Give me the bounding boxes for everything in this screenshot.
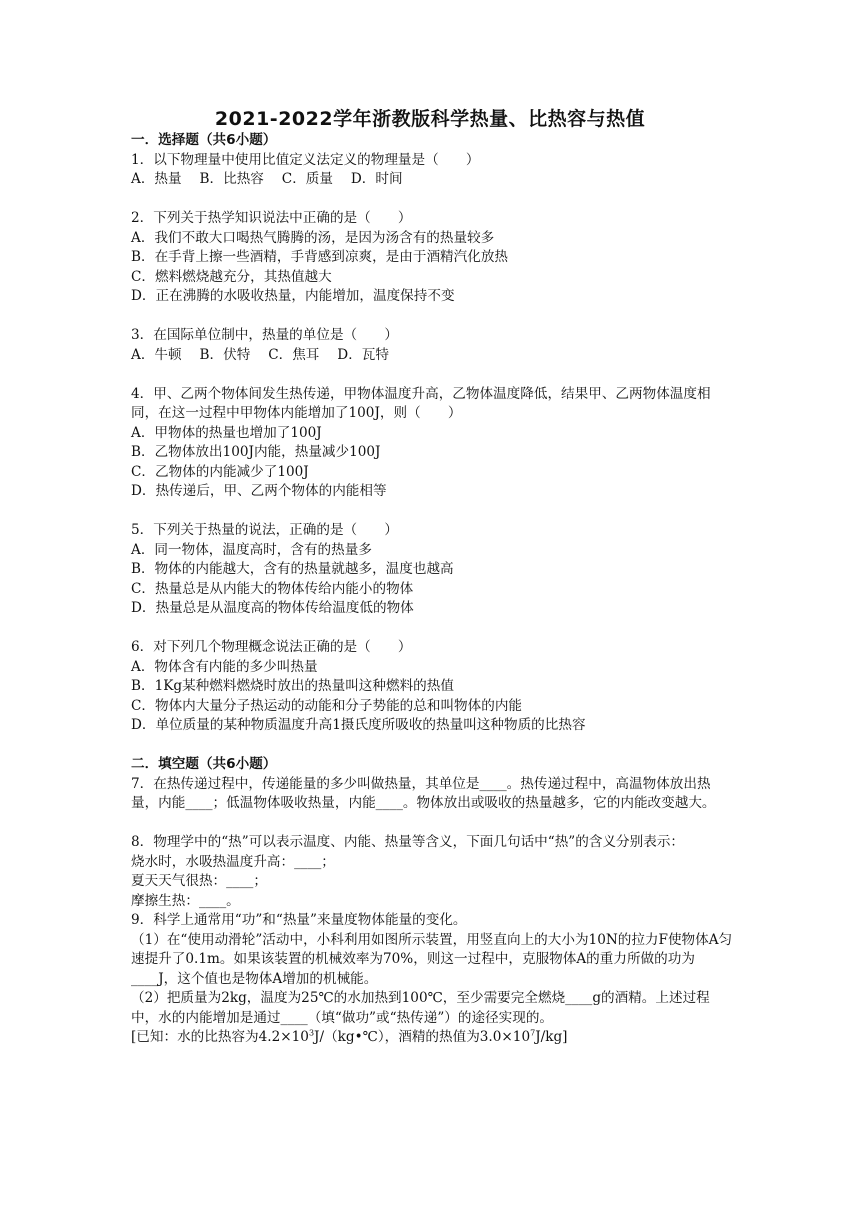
question-stem: 8．物理学中的“热”可以表示温度、内能、热量等含义，下面几句话中“热”的含义分别表示：: [131, 834, 685, 850]
question-stem: 1．以下物理量中使用比值定义法定义的物理量是（ ）: [131, 151, 480, 168]
option-c: C．乙物体的内能减少了100J: [131, 463, 309, 480]
question-8: [131, 833, 736, 911]
option-b: B．物体的内能越大，含有的热量就越多，温度也越高: [131, 561, 454, 577]
option-d: D．热传递后，甲、乙两个物体的内能相等: [131, 483, 387, 499]
option-d: D．单位质量的某种物质温度升高1摄氏度所吸收的热量叫这种物质的比热容: [131, 717, 586, 733]
option-a: A．甲物体的热量也增加了100J: [131, 424, 322, 441]
sub-question-1: （1）在“使用动滑轮”活动中，小科利用如图所示装置，用竖直向上的大小为10N的拉力F使物体A匀速提升了0.1m。如果该装置的机械效率为70%，则这一过程中，克服物体A的重力所做的功为____J，这个值也是物体A增加的机械能。: [131, 931, 733, 987]
blank-line-3: 摩擦生热：____。: [131, 892, 240, 909]
question-stem: 6．对下列几个物理概念说法正确的是（ ）: [131, 639, 412, 655]
section-heading-choice: 一．选择题（共6小题）: [131, 132, 277, 148]
option-a: A．物体含有内能的多少叫热量: [131, 658, 318, 675]
question-3: [131, 326, 736, 365]
known-conditions: [已知：水的比热容为$4.2\times 10^3J/(kg•℃)$，酒精的热值为$3.0\times 10^7J/kg$]: [131, 1028, 568, 1045]
option-a: A．同一物体，温度高时，含有的热量多: [131, 541, 372, 558]
question-7: [131, 775, 736, 814]
option-b: B．1Kg某种燃料燃烧时放出的热量叫这种燃料的热值: [131, 678, 454, 694]
question-9: [131, 911, 736, 1048]
sub-question-2: （2）把质量为2kg，温度为25℃的水加热到100℃，至少需要完全燃烧____g的酒精。上述过程中，水的内能增加是通过____（填“做功”或“热传递”）的途径实现的。: [131, 990, 710, 1026]
option-c: C．燃料燃烧越充分，其热值越大: [131, 268, 332, 285]
document-title: 2021-2022学年浙教版科学热量、比热容与热值: [214, 108, 646, 130]
blank-line-2: 夏天天气很热：____；: [131, 873, 267, 889]
question-stem: 2．下列关于热学知识说法中正确的是（ ）: [131, 210, 412, 226]
option-b: B．乙物体放出100J内能，热量减少100J: [131, 444, 381, 460]
question-stem: 5．下列关于热量的说法，正确的是（ ）: [131, 522, 398, 538]
question-text: 7．在热传递过程中，传递能量的多少叫做热量，其单位是____。热传递过程中，高温物体放出热量，内能____；低温物体吸收热量，内能____。物体放出或吸收的热量越多，它的内能改变越大。: [131, 775, 716, 811]
document-body: [131, 131, 736, 1048]
section-heading-fill: 二．填空题（共6小题）: [131, 756, 277, 772]
question-stem: 4．甲、乙两个物体间发生热传递，甲物体温度升高，乙物体温度降低，结果甲、乙两物体温度相同，在这一过程中甲物体内能增加了100J，则（ ）: [131, 385, 711, 421]
question-5: [131, 521, 736, 619]
question-1: [131, 151, 736, 190]
question-6: [131, 638, 736, 736]
question-options: A．热量 B．比热容 C．质量 D．时间: [131, 171, 403, 187]
option-b: B．在手背上擦一些酒精，手背感到凉爽，是由于酒精汽化放热: [131, 249, 509, 265]
blank-line-1: 烧水时，水吸热温度升高：____；: [131, 853, 335, 870]
option-d: D．热量总是从温度高的物体传给温度低的物体: [131, 600, 414, 616]
question-stem: 3．在国际单位制中，热量的单位是（ ）: [131, 327, 398, 343]
question-stem: 9．科学上通常用“功”和“热量”来量度物体能量的变化。: [131, 912, 467, 928]
option-d: D．正在沸腾的水吸收热量，内能增加，温度保持不变: [131, 288, 455, 304]
option-a: A．我们不敢大口喝热气腾腾的汤，是因为汤含有的热量较多: [131, 229, 495, 246]
option-c: C．物体内大量分子热运动的动能和分子势能的总和叫物体的内能: [131, 697, 523, 714]
question-2: [131, 209, 736, 307]
question-4: [131, 385, 736, 502]
question-options: A．牛顿 B．伏特 C．焦耳 D．瓦特: [131, 346, 389, 363]
option-c: C．热量总是从内能大的物体传给内能小的物体: [131, 580, 414, 597]
